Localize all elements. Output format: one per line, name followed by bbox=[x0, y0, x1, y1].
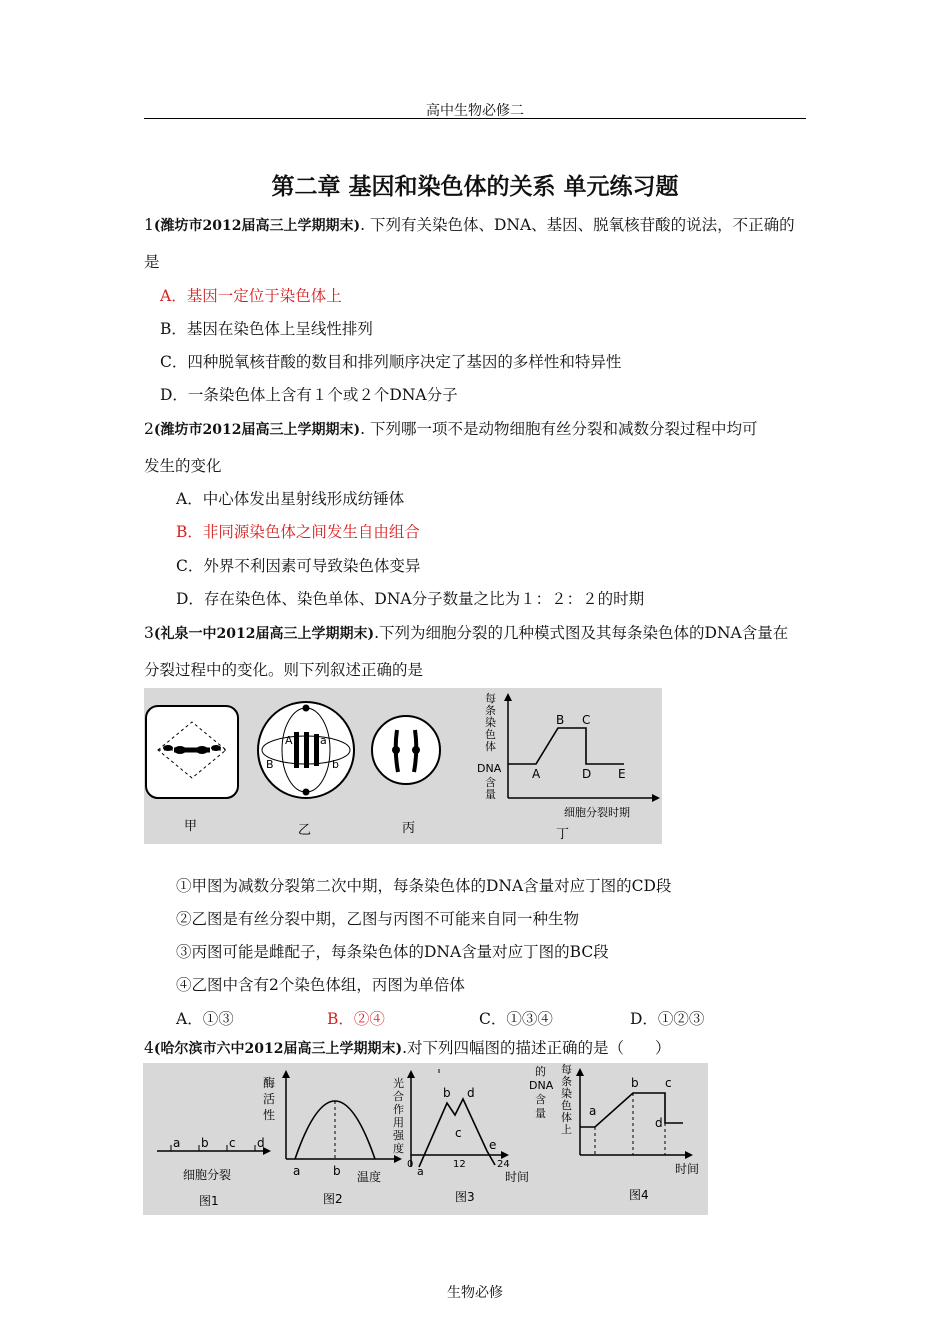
q3-choice-b: B．②④ bbox=[327, 1010, 385, 1028]
graph-ding bbox=[477, 691, 660, 819]
fig4-letter-c: c bbox=[665, 1076, 672, 1090]
q1-stem-text: . 下列有关染色体、DNA、基因、脱氧核苷酸的说法，不正确的 bbox=[360, 216, 795, 234]
yi-letter-a: a bbox=[320, 734, 327, 747]
fig1-xlabel: 细胞分裂 bbox=[183, 1168, 232, 1182]
q4-figure-svg bbox=[143, 1063, 708, 1215]
q2-option-d: D．存在染色体、染色单体、DNA分子数量之比为１：２：２的时期 bbox=[176, 590, 645, 608]
header-rule bbox=[144, 118, 806, 119]
page-header: 高中生物必修二 bbox=[426, 103, 524, 119]
q3-choice-d: D．①②③ bbox=[630, 1010, 705, 1028]
fig4-ylabel-left: 的 DNA 含量 bbox=[529, 1065, 554, 1120]
ding-xlabel: 细胞分裂时期 bbox=[564, 806, 630, 819]
q2-option-c: C．外界不利因素可导致染色体变异 bbox=[176, 557, 421, 575]
q3-choice-a: A．①③ bbox=[176, 1010, 234, 1028]
q1-stem-line1 bbox=[144, 213, 795, 235]
page-title: 第二章 基因和染色体的关系 单元练习题 bbox=[271, 173, 679, 200]
q1-source: (潍坊市2012届高三上学期期末) bbox=[153, 218, 361, 234]
q3-stem-text: .下列为细胞分裂的几种模式图及其每条染色体的DNA含量在 bbox=[374, 624, 789, 642]
fig2-peak: b bbox=[333, 1164, 341, 1178]
yi-letter-A: A bbox=[285, 734, 293, 747]
ding-ylabel: 每条染色体 bbox=[485, 692, 496, 753]
fig3-letter-d: d bbox=[467, 1086, 475, 1100]
ding-point-A: A bbox=[532, 767, 541, 781]
q3-stem-line1 bbox=[144, 621, 788, 643]
q2-option-a: A．中心体发出星射线形成纺锤体 bbox=[176, 490, 405, 508]
q3-choice-c: C．①③④ bbox=[479, 1010, 553, 1028]
q3-figure-svg bbox=[144, 688, 662, 844]
q3-number: 3 bbox=[144, 624, 154, 642]
yi-letter-B: B bbox=[266, 758, 274, 771]
fig4-caption: 图4 bbox=[629, 1188, 649, 1202]
fig2-caption: 图2 bbox=[323, 1192, 343, 1206]
ding-point-C: C bbox=[582, 713, 591, 727]
q1-stem-line2: 是 bbox=[144, 253, 160, 271]
fig3-xlabel: 时间 bbox=[505, 1170, 530, 1184]
svg-text:含量: 含量 bbox=[485, 776, 496, 801]
fig1-letter-c: c bbox=[229, 1136, 236, 1150]
fig4-xlabel: 时间 bbox=[675, 1162, 700, 1176]
q3-statement-4: ④乙图中含有2个染色体组，丙图为单倍体 bbox=[176, 976, 465, 994]
label-yi: 乙 bbox=[298, 823, 312, 838]
cell-bing bbox=[372, 716, 440, 784]
q4-fig2 bbox=[263, 1070, 402, 1206]
q3-figure bbox=[144, 688, 662, 844]
q3-statement-1: ①甲图为减数分裂第二次中期，每条染色体的DNA含量对应丁图的CD段 bbox=[176, 877, 672, 895]
fig3-letter-c: c bbox=[455, 1126, 462, 1140]
fig3-ylabel: 光合作用强度 bbox=[393, 1077, 404, 1155]
q4-source: (哈尔滨市六中2012届高三上学期期末) bbox=[153, 1041, 403, 1057]
cell-yi bbox=[258, 702, 354, 798]
q4-stem bbox=[144, 1036, 671, 1058]
ding-point-D: D bbox=[582, 767, 592, 781]
fig4-ylabel-right: 每条染色体上 bbox=[561, 1063, 572, 1136]
svg-text:DNA: DNA bbox=[477, 762, 502, 775]
q3-stem-line2: 分裂过程中的变化。则下列叙述正确的是 bbox=[144, 661, 424, 679]
ding-point-E: E bbox=[618, 767, 626, 781]
q2-stem-line1 bbox=[144, 417, 757, 439]
page-footer: 生物必修 bbox=[447, 1285, 503, 1301]
q4-number: 4 bbox=[144, 1039, 154, 1057]
q2-stem-text: . 下列哪一项不是动物细胞有丝分裂和减数分裂过程中均可 bbox=[360, 420, 758, 438]
q4-stem-text: .对下列四幅图的描述正确的是（ ） bbox=[402, 1039, 671, 1057]
q2-number: 2 bbox=[144, 420, 154, 438]
q3-statement-2: ②乙图是有丝分裂中期，乙图与丙图不可能来自同一种生物 bbox=[176, 910, 580, 928]
fig3-letter-a: a bbox=[417, 1165, 424, 1178]
q2-option-b: B．非同源染色体之间发生自由组合 bbox=[176, 523, 420, 541]
q4-fig3 bbox=[393, 1069, 529, 1204]
fig4-letter-b: b bbox=[631, 1076, 639, 1090]
fig3-letter-e: e bbox=[489, 1138, 497, 1152]
fig4-letter-d: d bbox=[655, 1116, 663, 1130]
q1-number: 1 bbox=[144, 216, 154, 234]
q3-source: (礼泉一中2012届高三上学期期末) bbox=[153, 626, 375, 642]
q1-option-d: D．一条染色体上含有１个或２个DNA分子 bbox=[160, 386, 458, 404]
q4-fig1 bbox=[157, 1136, 271, 1208]
q1-option-c: C．四种脱氧核苷酸的数目和排列顺序决定了基因的多样性和特异性 bbox=[160, 353, 622, 371]
fig2-xlabel: 温度 bbox=[357, 1170, 382, 1184]
fig3-caption: 图3 bbox=[455, 1190, 475, 1204]
label-ding: 丁 bbox=[556, 827, 570, 842]
fig2-ylabel: 酶活性 bbox=[263, 1076, 276, 1122]
fig3-tick-0: 0 bbox=[407, 1159, 414, 1170]
cell-jia bbox=[146, 706, 238, 798]
q4-fig4 bbox=[529, 1063, 699, 1202]
ding-point-B: B bbox=[556, 713, 565, 727]
yi-letter-b: b bbox=[332, 758, 339, 771]
fig4-letter-a: a bbox=[589, 1104, 597, 1118]
fig3-letter-b: b bbox=[443, 1086, 451, 1100]
q2-stem-line2: 发生的变化 bbox=[144, 457, 222, 475]
q1-option-a: A．基因一定位于染色体上 bbox=[160, 287, 342, 305]
label-jia: 甲 bbox=[184, 819, 198, 834]
fig1-caption: 图1 bbox=[199, 1194, 219, 1208]
fig1-letter-b: b bbox=[201, 1136, 209, 1150]
q1-option-b: B．基因在染色体上呈线性排列 bbox=[160, 320, 373, 338]
fig3-tick-12: 12 bbox=[453, 1159, 466, 1170]
fig1-letter-d: d bbox=[257, 1136, 265, 1150]
fig1-letter-a: a bbox=[173, 1136, 181, 1150]
q3-statement-3: ③丙图可能是雌配子，每条染色体的DNA含量对应丁图的BC段 bbox=[176, 943, 609, 961]
label-bing: 丙 bbox=[402, 821, 416, 836]
q4-figure bbox=[143, 1063, 708, 1215]
q2-source: (潍坊市2012届高三上学期期末) bbox=[153, 422, 361, 438]
fig3-tick-24: 24 bbox=[497, 1159, 510, 1170]
fig2-origin: a bbox=[293, 1164, 301, 1178]
